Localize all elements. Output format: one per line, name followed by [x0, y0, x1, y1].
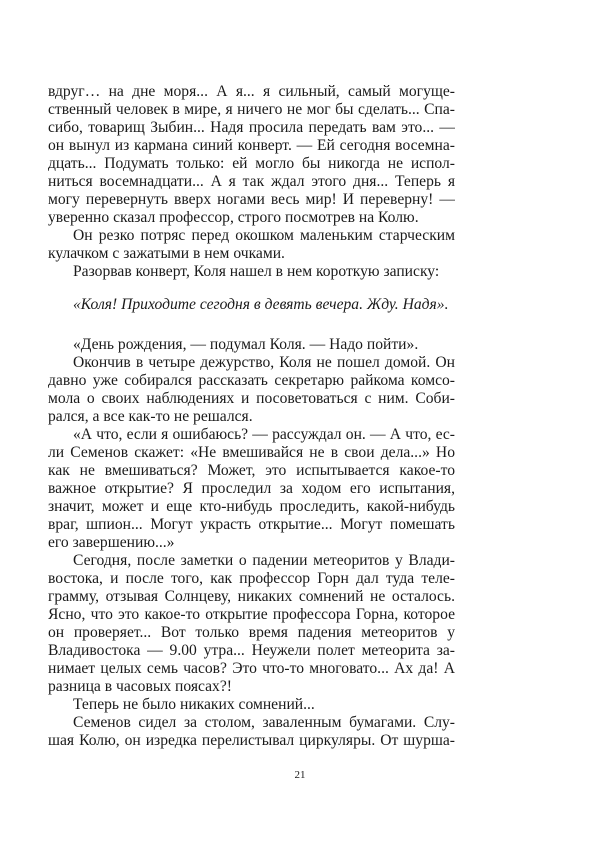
text-line: Он резко потряс перед окошком маленьким старческим [73, 227, 455, 244]
text-line: враг, шпион... Могут украсть открытие... Могут помешать [48, 516, 455, 533]
text-line: давно уже собирался рассказать секретарю райкома комсо- [48, 372, 455, 389]
text-line: могу перевернуть вверх ногами весь мир! И переверну! — [48, 191, 455, 208]
text-line: Ясно, что это какое-то открытие профессора Горна, которое [48, 606, 455, 623]
text-line: нимает целых семь часов? Это что-то многовато... Ах да! А [48, 660, 455, 677]
text-line: ниться восемнадцати... А я так ждал этого дня... Теперь я [48, 173, 455, 190]
note-quote [48, 296, 455, 314]
text-block-top [48, 83, 455, 281]
text-block-bottom [48, 336, 455, 750]
text-line: «День рождения, — подумал Коля. — Надо пойти». [73, 336, 419, 353]
text-line: он проверяет... Вот только время падения метеоритов у [48, 624, 455, 641]
note-text: «Коля! Приходите сегодня в девять вечера. Жду. Надя». [73, 296, 449, 313]
text-line: разница в часовых поясах?! [48, 678, 232, 695]
text-line: дцать... Подумать только: ей могло бы никогда не испол- [48, 155, 455, 172]
text-line: ли Семенов скажет: «Не вмешивайся не в свои дела...» Но [48, 444, 455, 461]
text-line: мола о своих наблюдениях и посоветоваться с ним. Соби- [48, 390, 455, 407]
text-line: рался, а все как-то не решался. [48, 408, 253, 425]
text-line: ственный человек в мире, я ничего не мог бы сделать... Спа- [48, 101, 455, 118]
text-line: уверенно сказал профессор, строго посмотрев на Колю. [48, 209, 419, 226]
text-line: как не вмешиваться? Может, это испытывается какое-то [48, 462, 455, 479]
text-line: сибо, товарищ Зыбин... Надя просила передать вам это... — [48, 119, 455, 136]
text-line: значит, может и еще кто-нибудь проследить, какой-нибудь [48, 498, 455, 515]
text-line: шая Колю, он изредка перелистывал циркуляры. От шурша- [48, 732, 455, 749]
text-line: он вынул из кармана синий конверт. — Ей сегодня восемна- [48, 137, 455, 154]
text-line: «А что, если я ошибаюсь? — рассуждал он. — А что, ес- [73, 426, 455, 443]
text-line: его завершению...» [48, 534, 175, 551]
text-line: востока, и после того, как профессор Горн дал туда теле- [48, 570, 455, 587]
text-line: важное открытие? Я проследил за ходом его испытания, [48, 480, 455, 497]
text-line: вдруг… на дне моря... А я... я сильный, самый могуще- [48, 83, 455, 100]
text-line: грамму, отзывая Солнцеву, никаких сомнений не осталось. [48, 588, 455, 605]
text-line: Разорвав конверт, Коля нашел в нем короткую записку: [73, 263, 440, 280]
text-line: кулачком с зажатыми в нем очками. [48, 245, 285, 262]
text-line: Окончив в четыре дежурство, Коля не пошел домой. Он [73, 354, 455, 371]
text-line: Владивостока — 9.00 утра... Неужели полет метеорита за- [48, 642, 455, 659]
page-number: 21 [294, 769, 306, 781]
text-line: Теперь не было никаких сомнений... [73, 696, 315, 713]
text-line: Сегодня, после заметки о падении метеоритов у Влади- [73, 552, 455, 569]
text-line: Семенов сидел за столом, заваленным бумагами. Слу- [73, 714, 455, 731]
